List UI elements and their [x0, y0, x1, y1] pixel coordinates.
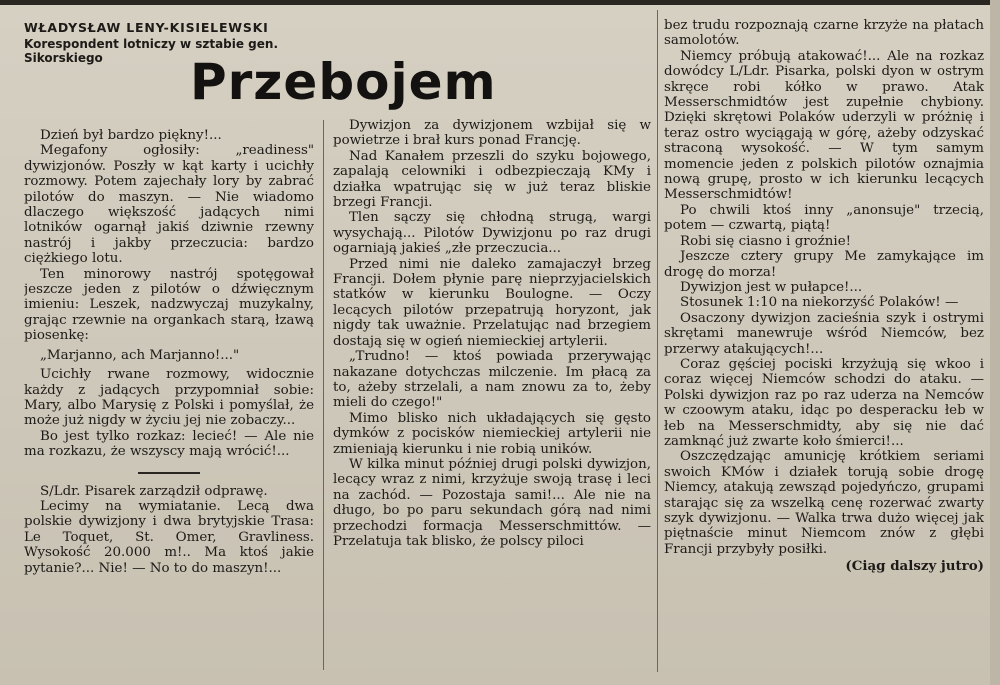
- paragraph: Lecimy na wymiatanie. Lecą dwa polskie dywizjony i dwa brytyjskie Trasa: Le Toquet, St. Omer, Gravliness. Wysokość 20.000 m!.. Ma ktoś jakie pytanie?... Nie! — No to do maszyn!...: [24, 498, 314, 576]
- song-quote: „Marjanno, ach Marjanno!...": [40, 347, 240, 363]
- paragraph: Dywizjon za dywizjonem wzbijał się w powietrze i brał kurs ponad Francję.: [333, 118, 651, 149]
- paragraph: Osaczony dywizjon zacieśnia szyk i ostrymi skrętami manewruje wśród Niemców, bez przerwy atakujących!...: [664, 310, 984, 357]
- paragraph: S/Ldr. Pisarek zarządził odprawę.: [40, 483, 268, 499]
- section-separator: [138, 472, 200, 474]
- paragraph: bez trudu rozpoznają czarne krzyże na płatach samolotów.: [664, 18, 984, 49]
- paragraph: Nad Kanałem przeszli do szyku bojowego, zapalają celowniki i odbezpieczają KMy i działka wpatrując się w już teraz bliskie brzegi Francji.: [333, 148, 651, 211]
- headline: Przebojem: [190, 53, 497, 111]
- paragraph: Coraz gęściej pociski krzyżują się wkoo i coraz więcej Niemców schodzi do ataku. — Polski dywizjon raz po raz uderza na Nemców w czoowym ataku, idąc po desperacku łeb w łeb na Messerschmidty, aby się nie dać zamknąć już zwarte koło śmierci!...: [664, 356, 984, 449]
- paragraph: Ucichły rwane rozmowy, widocznie każdy z jadących przypomniał sobie: Mary, albo Marysię z Polski i pomyślał, że może już nigdy w życiu jej nie zobaczy...: [24, 367, 314, 429]
- continued-notice: (Ciąg dalszy jutro): [845, 558, 984, 575]
- paragraph: Stosunek 1:10 na niekorzyść Polaków! —: [680, 295, 959, 311]
- column-2: [333, 118, 651, 673]
- author-name: WŁADYSŁAW LENY-KISIELEWSKI: [24, 20, 269, 35]
- column-rule-2: [657, 10, 658, 672]
- author-role: Korespondent lotniczy w sztabie gen. Sikorskiego: [24, 37, 279, 65]
- paragraph: W kilka minut później drugi polski dywizjon, lecący wraz z nimi, krzyżuje swoją trasę i leci na zachód. — Pozostaja sami!... Ale nie na długo, bo po paru sekundach górą nad nimi przechodzi formacja Messerschmittów. — Przelatuja tak blisko, że polscy piloci: [333, 456, 651, 549]
- paragraph: Jeszcze cztery grupy Me zamykające im drogę do morza!: [664, 249, 984, 280]
- paragraph: Ten minorowy nastrój spotęgował jeszcze jeden z pilotów o dźwięcznym imieniu: Leszek, nadzwyczaj muzykalny, grając rzewnie na organkach starą, łzawą piosenkę:: [24, 266, 314, 344]
- paragraph: Po chwili ktoś inny „anonsuje" trzecią, potem — czwartą, piątą!: [664, 202, 984, 234]
- paragraph: Bo jest tylko rozkaz: lecieć! — Ale nie ma rozkazu, że wszyscy mają wrócić!...: [24, 428, 314, 460]
- page-edge: [990, 0, 1000, 685]
- paragraph: Robi się ciasno i groźnie!: [680, 233, 852, 249]
- paragraph: Przed nimi nie daleko zamajaczył brzeg Francji. Dołem płynie parę nieprzyjacielskich statków w kierunku Boulogne. — Oczy lecących pilotów przepatrują horyzont, jak nigdy tak uważnie. Przelatując nad brzegiem dostają się w ogień niemieckiej artylerii.: [333, 256, 651, 349]
- paragraph: Megafony ogłosiły: „readiness" dywizjonów. Poszły w kąt karty i ucichły rozmowy. Potem zajechały lory by zabrać pilotów do maszyn. — Nie wiadomo dlaczego większość jadących nimi lotników ogarnął jakiś dziwnie rzewny nastrój i jakby przeczucia: bardzo ciężkiego lotu.: [24, 143, 314, 267]
- paragraph: Niemcy próbują atakować!... Ale na rozkaz dowódcy L/Ldr. Pisarka, polski dyon w ostrym skręce robi kółko w prawo. Atak Messerschmidtów jest zupełnie chybiony. Dzięki skrętowi Polaków uderzyli w próżnię i teraz ostro wyciągają w górę, ażeby odzyskać straconą wysokość. — W tym samym momencie jeden z polskich pilotów oznajmia nową grupę, prosto w ich kierunku lecących Messerschmidtów!: [664, 48, 984, 203]
- paragraph: „Trudno! — ktoś powiada przerywając nakazane dotychczas milczenie. Im płacą za to, ażeby strzelali, a nam znowu za to, żeby mieli do czego!": [333, 349, 651, 411]
- paragraph: Mimo blisko nich układających się gęsto dymków z pocisków niemieckiej artylerii nie zmieniają kierunku i nie robią uników.: [333, 410, 651, 457]
- column-rule-1: [323, 120, 324, 670]
- paragraph: Tlen sączy się chłodną strugą, wargi wysychają... Pilotów Dywizjonu po raz drugi ogarniają jakieś „złe przeczucia...: [333, 210, 651, 257]
- paragraph: Oszczędzając amunicję krótkiem seriami swoich KMów i działek torują sobie drogę Niemcy, atakują zewsząd pojedyńczo, grupami starając się za wszelką cenę rozerwać zwarty szyk dywizjonu. — Walka trwa dużo więcej jak piętnaście minut Niemcom znów z głębi Francji przybyły posiłki.: [664, 449, 984, 557]
- column-3: [664, 18, 984, 673]
- column-1: [24, 128, 314, 648]
- paragraph: Dywizjon jest w pułapce!...: [680, 279, 863, 295]
- paragraph: Dzień był bardzo piękny!...: [40, 128, 222, 143]
- top-rule: [0, 0, 1000, 5]
